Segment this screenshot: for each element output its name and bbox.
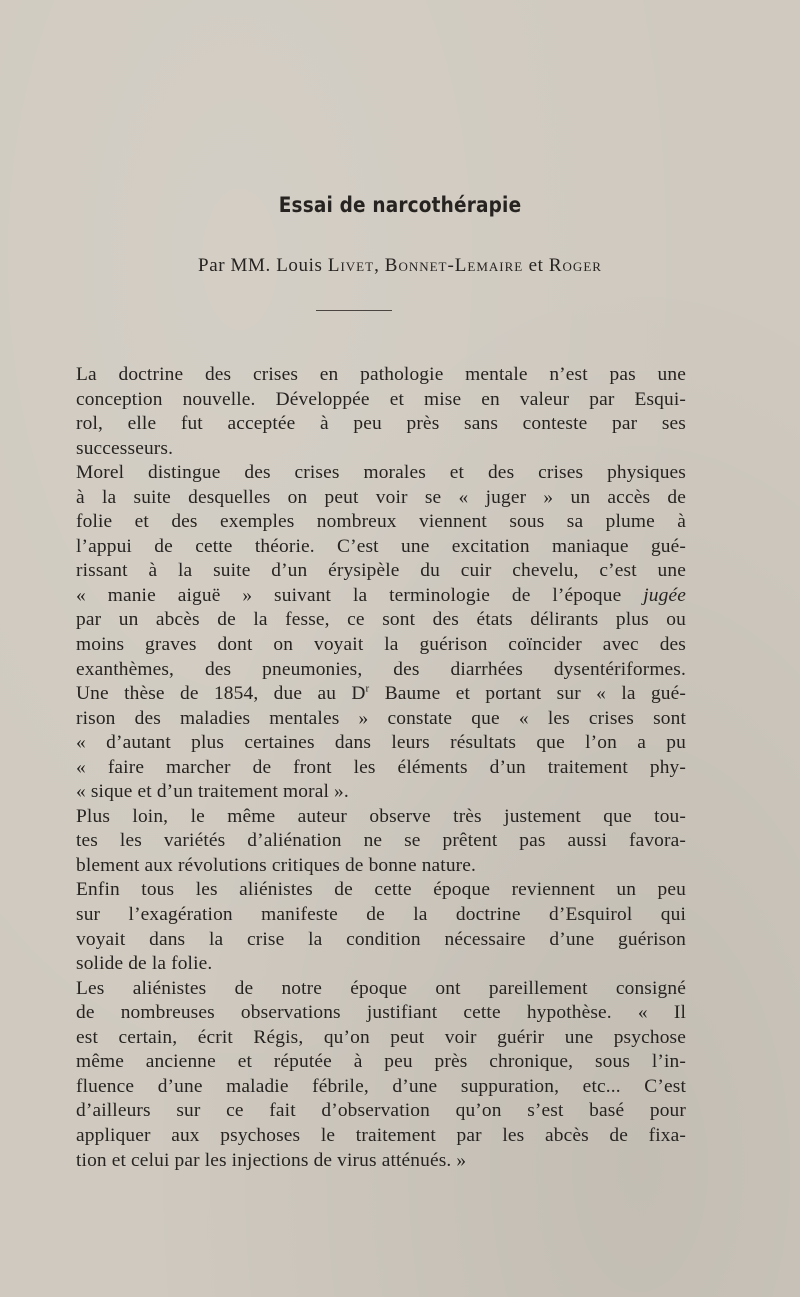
author-bonnet-lemaire: Bonnet-Lemaire [384,255,524,276]
line-text: « manie aiguë » suivant la terminologie de l’époque [76,584,644,606]
title-divider [316,310,392,311]
body-line: La doctrine des crises en pathologie mentale n’est pas une [76,364,686,385]
body-line: conception nouvelle. Développée et mise en valeur par Esqui- [76,388,686,410]
body-line: rol, elle fut acceptée à peu près sans conteste par ses [76,413,686,435]
body-line [76,682,686,707]
article-title: Essai de narcothérapie [278,193,522,218]
body-line: folie et des exemples nombreux viennent sous sa plume à [76,511,686,533]
body-line: « sique et d’un traitement moral ». [76,781,349,803]
body-line: successeurs. [76,437,174,459]
body-line: par un abcès de la fesse, ce sont des états délirants plus ou [76,609,686,631]
body-line: sur l’exagération manifeste de la doctrine d’Esquirol qui [76,904,686,926]
italic-word: jugée [643,584,686,606]
line-text: Une thèse de 1854, due au D [76,683,366,705]
body-line: tion et celui par les injections de virus atténués. » [76,1149,467,1171]
body-line: blement aux révolutions critiques de bonne nature. [76,854,477,876]
line-text: Baume et portant sur « la gué- [369,683,686,705]
body-line: voyait dans la crise la condition nécessaire d’une guérison [76,928,686,950]
body-line: fluence d’une maladie fébrile, d’une suppuration, etc... C’est [76,1075,686,1097]
body-line: même ancienne et réputée à peu près chronique, sous l’in- [76,1051,686,1073]
byline-sep-1: , [374,255,385,276]
body-line: Morel distingue des crises morales et des crises physiques [76,462,686,484]
body-line: tes les variétés d’aliénation ne se prêtent pas aussi favora- [76,830,686,852]
author-livet: Livet [327,255,375,276]
body-line: « d’autant plus certaines dans leurs résultats que l’on a pu [76,732,686,754]
byline-prefix: Par MM. Louis [198,255,328,276]
body-line: Enfin tous les aliénistes de cette époque reviennent un peu [76,879,686,901]
body-line: à la suite desquelles on peut voir se « juger » un accès de [76,486,686,508]
byline-sep-2: et [523,255,549,276]
body-line: « faire marcher de front les éléments d’un traitement phy- [76,756,686,778]
body-line: exanthèmes, des pneumonies, des diarrhées dysentériformes. [76,658,686,680]
author-roger: Roger [548,255,602,276]
superscript: r [365,682,370,695]
body-line: solide de la folie. [76,953,213,975]
body-line: rissant à la suite d’un érysipèle du cuir chevelu, c’est une [76,560,686,582]
body-line: l’appui de cette théorie. C’est une excitation maniaque gué- [76,535,686,557]
body-line: Plus loin, le même auteur observe très justement que tou- [76,805,686,827]
body-line: rison des maladies mentales » constate que « les crises sont [76,707,686,729]
body-line: moins graves dont on voyait la guérison coïncider avec des [76,634,686,656]
article-body [76,363,686,1173]
body-line: Les aliénistes de notre époque ont pareillement consigné [76,977,686,999]
body-line [76,584,686,609]
body-line: de nombreuses observations justifiant cette hypothèse. « Il [76,1002,686,1024]
body-line: d’ailleurs sur ce fait d’observation qu’on s’est basé pour [76,1100,686,1122]
body-line: appliquer aux psychoses le traitement par les abcès de fixa- [76,1124,686,1146]
article-byline [0,255,800,277]
body-line: est certain, écrit Régis, qu’on peut voir guérir une psychose [76,1026,686,1048]
